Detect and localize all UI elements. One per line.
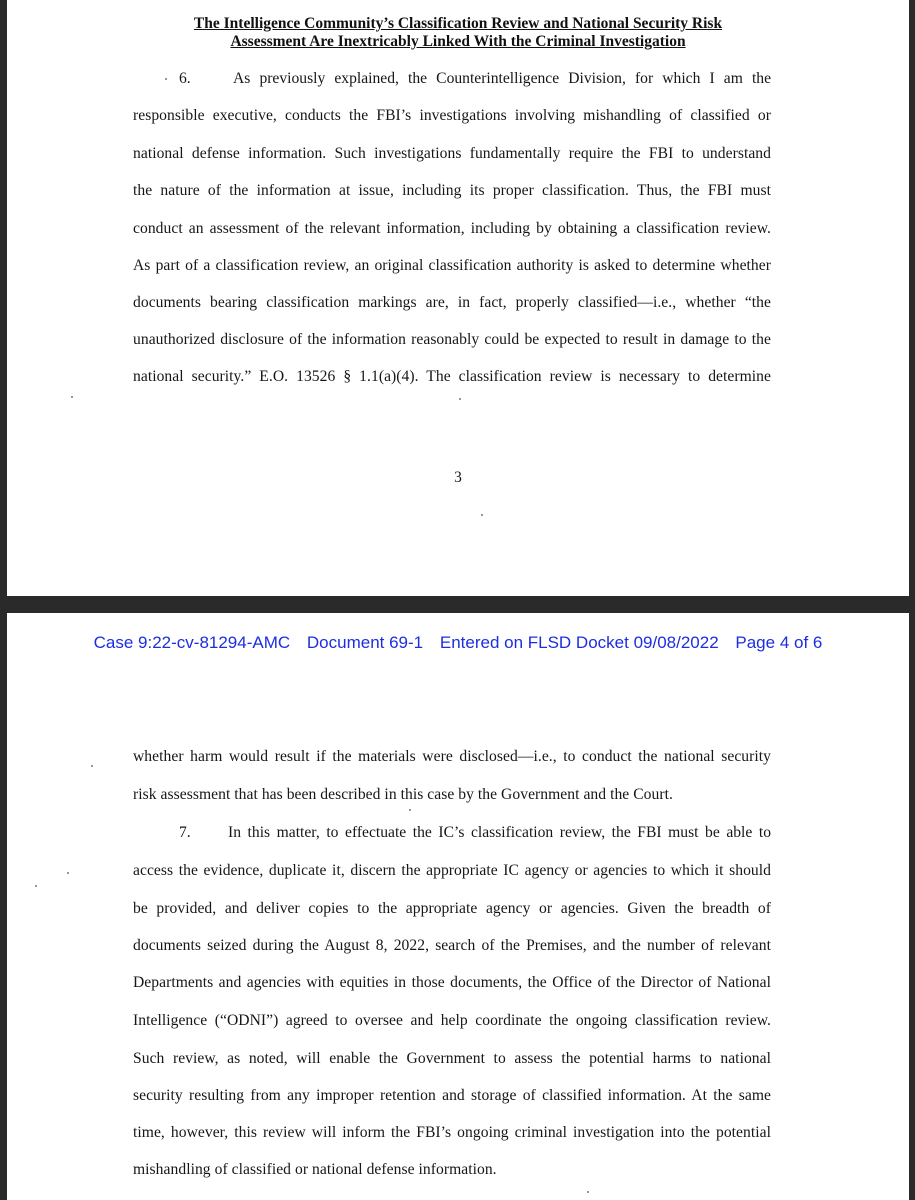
paragraph-6-line: national defense information. Such investigations fundamentally require the FBI to understand [133, 145, 771, 162]
section-heading-line-1: The Intelligence Community’s Classification Review and National Security Risk [193, 15, 723, 32]
paragraph-7-line: Departments and agencies with equities in those documents, the Office of the Director of National [133, 974, 771, 991]
paragraph-7-line: Intelligence (“ODNI”) agreed to oversee and help coordinate the ongoing classification review. [133, 1012, 771, 1029]
paragraph-7-line: In this matter, to effectuate the IC’s classification review, the FBI must be able to [228, 824, 771, 841]
section-heading-line-2: Assessment Are Inextricably Linked With the Criminal Investigation [230, 33, 686, 50]
paragraph-7-number: 7. [179, 824, 191, 841]
scan-speck [409, 809, 411, 811]
scan-speck [165, 78, 167, 80]
paragraph-6-line: conduct an assessment of the relevant information, including by obtaining a classification review. [133, 220, 771, 237]
document-page-4 [7, 613, 909, 1200]
scan-speck [459, 398, 461, 400]
scan-speck [91, 765, 93, 767]
document-page-3 [7, 0, 909, 596]
paragraph-6-line: unauthorized disclosure of the information reasonably could be expected to result in damage to the [133, 331, 771, 348]
continuation-line: risk assessment that has been described in this case by the Government and the Court. [133, 786, 673, 803]
paragraph-7-line: time, however, this review will inform the FBI’s ongoing criminal investigation into the potential [133, 1124, 771, 1141]
docket-page-count: Page 4 of 6 [735, 633, 823, 652]
paragraph-7-line: security resulting from any improper retention and storage of classified information. At the same [133, 1087, 771, 1104]
paragraph-6-number: 6. [179, 70, 191, 87]
scan-speck [481, 514, 483, 516]
paragraph-6-line: As part of a classification review, an original classification authority is asked to determine whether [133, 257, 771, 274]
scan-speck [67, 872, 69, 874]
docket-document-number: Document 69-1 [306, 633, 424, 652]
paragraph-6-line: national security.” E.O. 13526 § 1.1(a)(4). The classification review is necessary to determine [133, 368, 771, 385]
scan-speck [587, 1191, 589, 1193]
paragraph-6-line: documents bearing classification markings are, in fact, properly classified—i.e., whether “the [133, 294, 771, 311]
docket-entered-date: Entered on FLSD Docket 09/08/2022 [439, 633, 719, 652]
paragraph-7-line: be provided, and deliver copies to the appropriate agency or agencies. Given the breadth of [133, 900, 771, 917]
paragraph-7-line: Such review, as noted, will enable the Government to assess the potential harms to national [133, 1050, 771, 1067]
paragraph-6-line: As previously explained, the Counterintelligence Division, for which I am the [233, 70, 771, 87]
paragraph-6-line: the nature of the information at issue, including its proper classification. Thus, the FBI must [133, 182, 771, 199]
scan-speck [35, 885, 37, 887]
continuation-line: whether harm would result if the materials were disclosed—i.e., to conduct the national security [133, 748, 771, 765]
docket-case-number: Case 9:22-cv-81294-AMC [93, 633, 291, 652]
paragraph-7-line: mishandling of classified or national defense information. [133, 1161, 497, 1178]
scan-speck [71, 396, 73, 398]
paragraph-7-line: documents seized during the August 8, 2022, search of the Premises, and the number of relevant [133, 937, 771, 954]
paragraph-6-line: responsible executive, conducts the FBI’s investigations involving mishandling of classified or [133, 107, 771, 124]
page-number: 3 [454, 469, 462, 486]
docket-header [7, 633, 909, 653]
paragraph-7-line: access the evidence, duplicate it, discern the appropriate IC agency or agencies to which it should [133, 862, 771, 879]
